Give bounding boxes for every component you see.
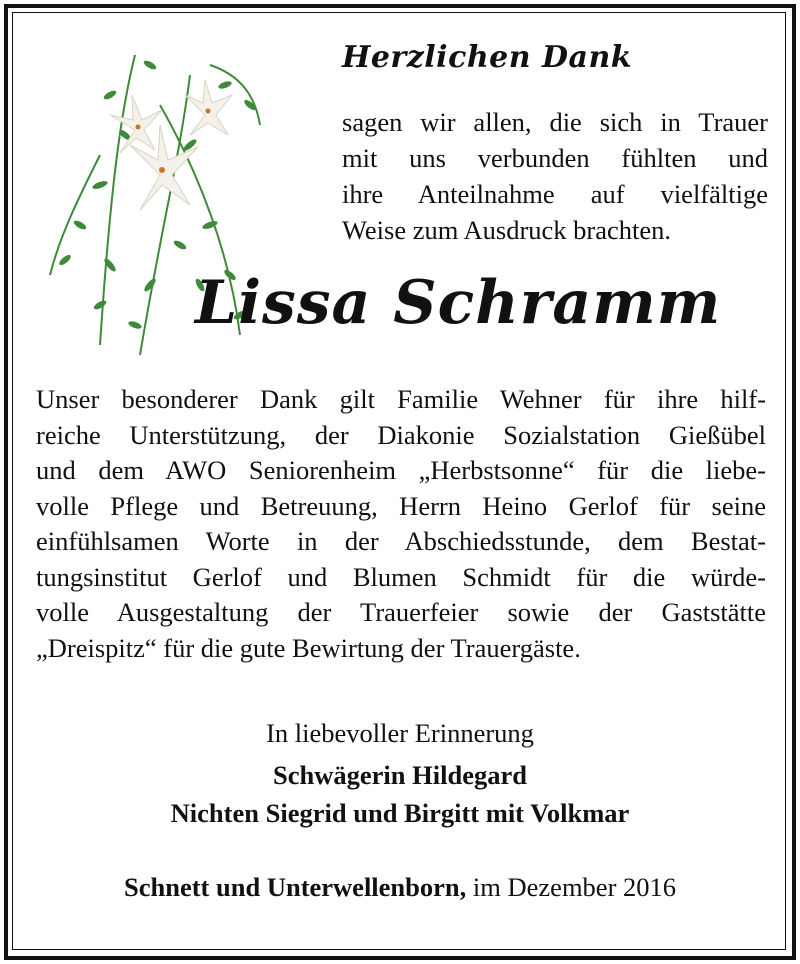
intro-line: sagen wir allen, die sich in Trauer [342,107,768,137]
body-line: volle Pflege und Betreuung, Herrn Heino Gerlof für seine [36,490,766,521]
body-text [36,382,766,666]
deceased-name: Lissa Schramm [195,268,722,338]
memory-line: In liebevoller Erinnerung [266,718,534,748]
place-date-line [0,872,800,903]
body-line: einfühlsamen Worte in der Abschiedsstunde, dem Bestat- [36,526,766,556]
intro-text [342,104,768,248]
body-line: reiche Unterstützung, der Diakonie Sozialstation Gießübel [36,419,766,450]
body-line: Unser besonderer Dank gilt Familie Wehner für ihre hilf- [36,384,766,414]
body-line: tungsinstitut Gerlof und Blumen Schmidt für die würde- [36,561,766,592]
intro-line: mit uns verbunden fühlten und [342,143,768,173]
body-line: und dem AWO Seniorenheim „Herbstsonne“ für die liebe- [36,455,766,485]
place-date: im Dezember 2016 [472,872,677,902]
heading: Herzlichen Dank [342,40,633,75]
signature-line: Nichten Siegrid und Birgitt mit Volkmar [170,798,630,828]
place-location: Schnett und Unterwellenborn, [123,872,467,902]
intro-line: Weise zum Ausdruck brachten. [342,215,672,245]
intro-line: ihre Anteilnahme auf vielfältige [342,179,768,209]
body-line: „Dreispitz“ für die gute Bewirtung der Trauergäste. [36,632,581,663]
signature-line: Schwägerin Hildegard [273,760,527,790]
body-line: volle Ausgestaltung der Trauerfeier sowie der Gaststätte [36,597,766,627]
